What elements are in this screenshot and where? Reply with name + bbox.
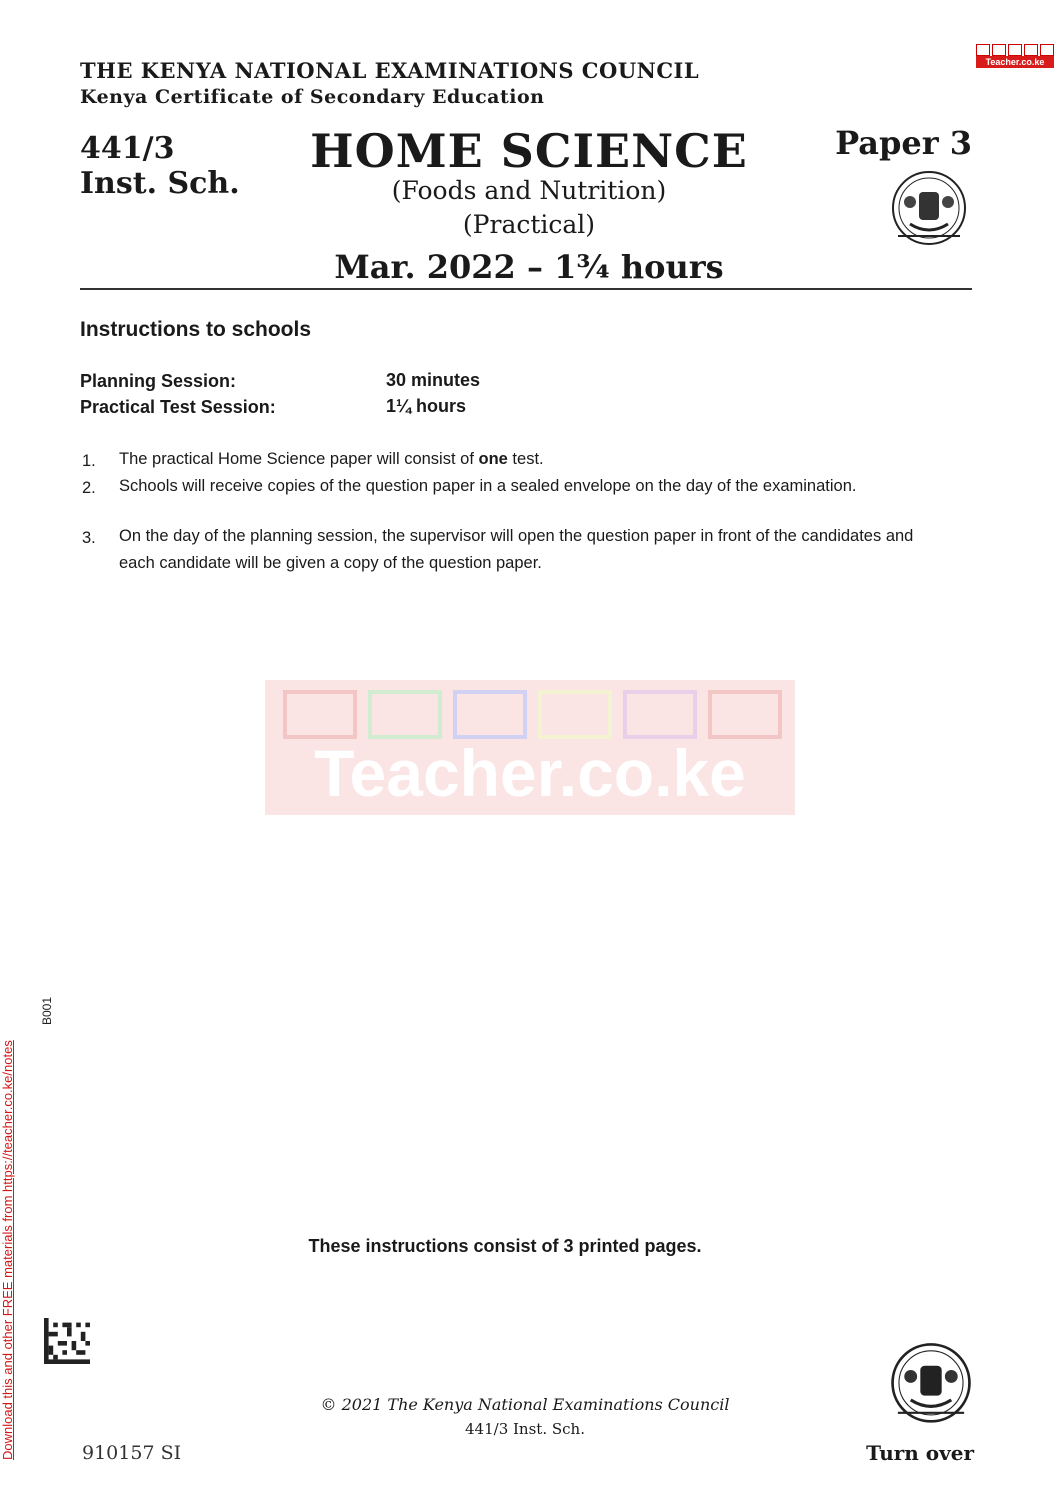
header-rule (80, 288, 972, 290)
teacher-logo: Teacher.co.ke (976, 44, 1054, 72)
download-link[interactable]: Download this and other FREE materials from https://teacher.co.ke/notes (0, 1040, 15, 1460)
planning-session-value: 30 minutes (386, 370, 481, 390)
practical-session-value: 1¼ hours (386, 396, 467, 416)
instruction-item: The practical Home Science paper will consist of one test. (119, 450, 544, 468)
certificate-name: Kenya Certificate of Secondary Education (80, 86, 545, 108)
kenya-coat-of-arms-icon (888, 166, 970, 254)
planning-session-label: Planning Session: (80, 371, 237, 391)
pages-note: These instructions consist of 3 printed pages. (308, 1236, 702, 1256)
item-number: 3. (82, 529, 96, 547)
instruction-item: Schools will receive copies of the question paper in a sealed envelope on the day of the examination. (119, 477, 857, 495)
subtitle-practical: (Practical) (462, 210, 596, 239)
paper-code: 441/3 (80, 131, 175, 166)
paper-number: Paper 3 (835, 124, 972, 162)
turn-over-label: Turn over (866, 1441, 974, 1465)
council-name: THE KENYA NATIONAL EXAMINATIONS COUNCIL (80, 58, 700, 83)
instructions-heading: Instructions to schools (80, 318, 312, 341)
inst-label: Inst. Sch. (80, 166, 240, 201)
copyright-line: © 2021 The Kenya National Examinations Council (320, 1395, 730, 1414)
teacher-watermark: Teacher.co.ke (265, 680, 795, 815)
practical-session-label: Practical Test Session: (80, 397, 276, 417)
qr-code-icon (44, 1318, 90, 1364)
item-number: 2. (82, 479, 96, 497)
item-number: 1. (82, 452, 96, 470)
instruction-item: On the day of the planning session, the supervisor will open the question paper in front of the candidates and each candidate will be given a copy of the question paper. (119, 527, 914, 572)
kenya-coat-of-arms-icon (886, 1338, 976, 1432)
subtitle-foods: (Foods and Nutrition) (391, 176, 667, 205)
date-duration: Mar. 2022 – 1¾ hours (334, 248, 724, 286)
copyright-code: 441/3 Inst. Sch. (465, 1420, 585, 1438)
serial-number: 910157 SI (82, 1442, 182, 1464)
side-code: B001 (40, 996, 54, 1025)
subject-title: HOME SCIENCE (310, 124, 748, 178)
